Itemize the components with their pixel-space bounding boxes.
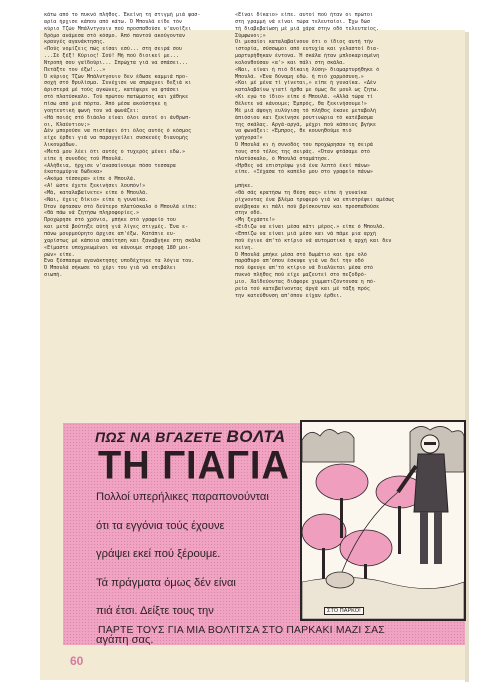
article-line: την κατεύθυνση απ'όπου είχαν έρθει. bbox=[235, 292, 343, 299]
article-line: «Ειδιζω να είναι μέσα κάτι μέρος.» είπε ό Μπουλά. bbox=[235, 224, 386, 231]
article-line: κάτω από το πυκνό πλήθος. Έκείνη τη στιγμή μιά φασ- bbox=[44, 12, 201, 18]
article-line: «Μά, καταλαβαίνετε» είπε ό Μπουλά. bbox=[44, 189, 149, 196]
article-line: «Πούς νομίζεις πώς είσαι εσύ... στη σειρά σου bbox=[44, 46, 183, 53]
article-line: τους στό τέλος της σειράς. «Όταν φτάσαμε στό bbox=[235, 148, 370, 155]
article-line: πλατύσκαλο, ό Μπουλά σταμάτησε. bbox=[235, 155, 331, 162]
article-line: «Ναι, έχεις δίκιο» είπε η γυναίκα. bbox=[44, 196, 149, 203]
article-line: άπιόσιου και ξεκίνησε ρουτινώρια τό κατέβασμα bbox=[235, 114, 374, 121]
article-line: Ό Μπουλά κι ή συνοδός του προχώρησαν τη σειρά bbox=[235, 142, 374, 149]
article-line: Ένα ξέσπασμα αγανάκτησης υποδέχτηκε τα λόγια του. bbox=[44, 258, 195, 265]
article-line: λικουμάδων. bbox=[44, 142, 78, 149]
article-line: «Κι εγώ το ίδιο» είπε ό Μπουλά. «Αλλά τώρα τί bbox=[235, 94, 374, 101]
article-line: θέλετε νά κάνουμε; Έμπρός, θα ξεκινήσουμε!» bbox=[235, 100, 367, 107]
article-line: «Α! ώστε έχετε ξεκινήσει λουπόν!» bbox=[44, 183, 146, 190]
ad-top-word: ΒΟΛΤΑ bbox=[226, 427, 286, 446]
ad-body-line: Τά πράγματα όμως δέν είναι bbox=[96, 576, 236, 589]
article-line: μαρτυρήθηκαν έντονα. Ή σκάλα ήταν μπλοκαρισμένη bbox=[235, 53, 380, 60]
ad-body-line: αγάπη σας. bbox=[96, 633, 154, 646]
article-line: ρεία τού κατεβαίνοντας άργά και μέ τάξη πρός bbox=[235, 285, 370, 292]
ad-body-line: Πολλοί υπερήλικες παραπονούνται bbox=[96, 491, 269, 503]
article-line: Όταν έφτασαν στό δεύτερο πλατύσκαλο ό Μπουλά είπε: bbox=[44, 203, 198, 210]
article-line: τή διαβεβαίωση μέ μιά χάρα στην οδό τελευταίος. bbox=[235, 25, 380, 32]
article-line: είπε. «Ξέχασα τό καπέλο μου στο γραφείο πάνω» bbox=[235, 169, 374, 176]
page-number: 60 bbox=[70, 654, 84, 668]
article-line: στην οδό. bbox=[235, 210, 263, 217]
ad-body-line: γράψει εκεί πού ξέρουμε. bbox=[96, 548, 221, 561]
article-line: «Ακόμα τέσσερα» είπε ό Μπουλά. bbox=[44, 176, 137, 183]
article-line: ρίχνοντας ένα βλέμα τρυφερό γιά να επιστρέψει αμέσως bbox=[235, 196, 395, 203]
article-line: στη γραμμή νά είναι τώρα τελευταίοι. Έχω δώσ bbox=[235, 18, 370, 25]
article-line: ...Σέ ξέξ! Κύριος! Σού! Μή πού διοικεί με... bbox=[44, 53, 179, 60]
article-line: κείνη. bbox=[235, 244, 254, 251]
article-line bbox=[235, 176, 419, 183]
article-line: Ό κύριος Τζών Μπάλντγουιν δεν έδωσε καμμιά προ- bbox=[44, 73, 189, 80]
article-line: κραυγές αγανάκτησης. bbox=[44, 39, 106, 46]
article-line: παράθυρο απ'όπου έσκυψε γιά να δεί την οδό bbox=[235, 258, 364, 265]
article-line: «Μη ξεχάστε!» bbox=[235, 217, 275, 224]
article-line: Ντροπή σου γαϊδούρι... Σπρώχτα γιά να σπάσει... bbox=[44, 59, 189, 66]
article-line: έκατομμύρια δώδεκα» bbox=[44, 169, 103, 176]
article-line: «Εππίζω να είναι μιά μέσο και νά πάμε μια αρχή bbox=[235, 231, 377, 237]
article-line: πού έγινε άπ'τό κτίριο νά αυτοματικό η αρχή και δεν bbox=[235, 237, 392, 244]
article-line: Μπουλά. «Ένα δύναμη εδώ. ή πιό χαρμόσυνη.» bbox=[235, 73, 364, 80]
article-line: μπήκε. bbox=[235, 183, 254, 190]
article-line: «Θά πάω νά ζητήσω πληροφορίες.» bbox=[44, 210, 140, 217]
article-line: «Ηά ποιός στό διάολο είναι όλοι αυτοί οι άνθρωπ- bbox=[44, 114, 192, 121]
ad-body-line: ότι τα εγγόνια τούς έχουνε bbox=[96, 519, 225, 532]
article-line: γρήγορα!» bbox=[235, 135, 263, 142]
article-line: της σκάλας. Αργά-αργά, μέχρι πού κάποιος βγήκε bbox=[235, 121, 377, 128]
article-line: είπε ή συνοδός τού Μπουλά. bbox=[44, 155, 124, 162]
ad-illustration bbox=[300, 420, 466, 621]
article-line: πού έφευγε απ'τό κτίριο νά διαλύεται μέσα στό bbox=[235, 265, 374, 272]
ad-top-prefix: ΠΩΣ ΝΑ ΒΓΑΖΕΤΕ bbox=[95, 429, 223, 445]
article-line: άριστερά μέ τούς αγκώνες, κατέφερε να φτάσει bbox=[44, 87, 179, 94]
article-line: πάνω μουρμούρητο άρχισε απ'έξω. Κατάπιε ευ- bbox=[44, 231, 176, 237]
article-line: ιστορία, σύσσωμοι από ευτυχία και γελαστοί δια- bbox=[235, 46, 380, 53]
article-line: πυκνό πλήθος πού είχε μαζευτεί στο πεζοδρό- bbox=[235, 272, 367, 279]
article-line: χαρίστως μέ κάποια απαίτηση και ξαναβγήκε στη σκάλα bbox=[44, 237, 201, 244]
ad-body-line: πιά έτσι. Δείξτε τους την bbox=[96, 605, 214, 618]
park-scene-drawing bbox=[302, 422, 464, 619]
article-line: να φωνάξει: «Έμπρος, θε κουνηθούμε πιό bbox=[235, 128, 352, 135]
article-line: οι, Κλαύντιον;» bbox=[44, 121, 91, 128]
article-line: Μέ μιά άψογη ευλύγιση τό πλήθος έκανε μεταβολή bbox=[235, 107, 377, 114]
article-line: και μετά βούτηξε αύτή γιά λίγες στιγμές. Ένα ε- bbox=[44, 224, 189, 231]
ad-headline: ΤΗ ΓΙΑΓΙΑ bbox=[98, 443, 290, 489]
article-line: «Μετά μου λέει ότι αυτός ο τυχερός μένει εδώ.» bbox=[44, 148, 186, 155]
ad-bottom-line: ΠΑΡΤΕ ΤΟΥΣ ΓΙΑ ΜΙΑ ΒΟΛΤΙΤΣΑ ΣΤΟ ΠΑΡΚΑΚΙ ΜΑΖΙ ΣΑΣ bbox=[98, 625, 385, 636]
article-line: Πετάξτε τον έξω!...» bbox=[44, 66, 106, 73]
article-line: μιο. Χαϊδεύοντας διάφορε χυμματιζόντουσα η πό- bbox=[235, 278, 377, 285]
article-line: γοητευτική φωνή του νά φωνάζει: bbox=[44, 107, 140, 114]
article-line: κύριο Τζών Μπάλντγουιν πού προσπαθούσε ν'ανοίξει bbox=[44, 25, 192, 32]
article-line: κολουθούσαν «α'» και πάλι στη σκάλα. bbox=[235, 59, 346, 66]
article-line: «Είναι δίκαιο» είπε. αυτοί πού ήταν οι πρώτοι bbox=[235, 12, 374, 18]
article-line: «Θά σάς κρατήσω τη θέση σας» είπε ή γυναίκα bbox=[235, 189, 367, 196]
article-line: «Ήρθες νά επιστρέψω γιά ένα λεπτό έκεί πάνω» bbox=[235, 162, 370, 169]
article-line: «Είμαστε υποχρεωμένοι να κάνουμε στροφή 180 μοι- bbox=[44, 244, 192, 251]
article-column-left bbox=[44, 12, 228, 279]
article-line: Δέν μπορούσε να πιστέψει ότι όλος αυτός ό κόσμος bbox=[44, 128, 192, 135]
article-line: καταλαβαίνω γιατί ήρθα με όμως δε μουλ ως ζητω. bbox=[235, 87, 380, 94]
illustration-caption: ΣΤΟ ΠΑΡΚΟ! bbox=[324, 607, 364, 615]
article-line: ανέβηκαν κι πάλι πού βρίσκονταν και προσπαθούσε bbox=[235, 203, 380, 210]
article-line: δρόμο ανάμεσα στό κόσμο. Άπό παντού ακούγονταν bbox=[44, 32, 186, 39]
article-line: σοχή στό θρυλίσμα. Συνέχισε να σπρώχνει δεξιά κι bbox=[44, 80, 192, 87]
article-line: ρών» είπε. bbox=[44, 251, 75, 258]
article-line: σιωπή. bbox=[44, 272, 63, 279]
article-line: αρία ήρχισε κάπου από κάτω. Ό Μπουλά είδε τόν bbox=[44, 18, 183, 25]
article-line: Ό Μπουλά μπήκε μέσα στό δωμάτιο και ήρε ολό bbox=[235, 251, 367, 258]
article-line: πίσω από μιά πόρτα. Άπό μέσα ακούστηκε η bbox=[44, 100, 167, 107]
article-line: Προχώρησε στό χρόνιο, μπήκε στό γραφείο του bbox=[44, 217, 176, 224]
article-line: «Ναι, είναι ή πιό δίκαιη λύση» διαμαρτυρήθηκε ό bbox=[235, 66, 380, 73]
article-line: Ό Μπουλά σήκωσε τό χέρι του γιά νά επιβάλει bbox=[44, 265, 176, 272]
article-line: Σύμφωνοι;» bbox=[235, 32, 266, 39]
article-line: στό πλατύσκαλο. Τού πρώτου πατώματος και χάθηκε bbox=[44, 94, 189, 101]
article-column-right bbox=[235, 12, 419, 299]
article-line: είχε έρθει γιά να παραγγείλει συσκευές διανομής bbox=[44, 135, 189, 142]
article-line: Οι μεσαίοι καταλαβαίνουν ότι ο ίδιος αυτή τήν bbox=[235, 39, 374, 46]
article-line: «Και μέ μένα τί γίνεται,» είπε ή γυναίκα. «Δέν bbox=[235, 80, 377, 87]
article-line: «Αλήθεια, ήρχισε ν'ανασαίνουμε πόσο τεσσαρα bbox=[44, 162, 176, 169]
